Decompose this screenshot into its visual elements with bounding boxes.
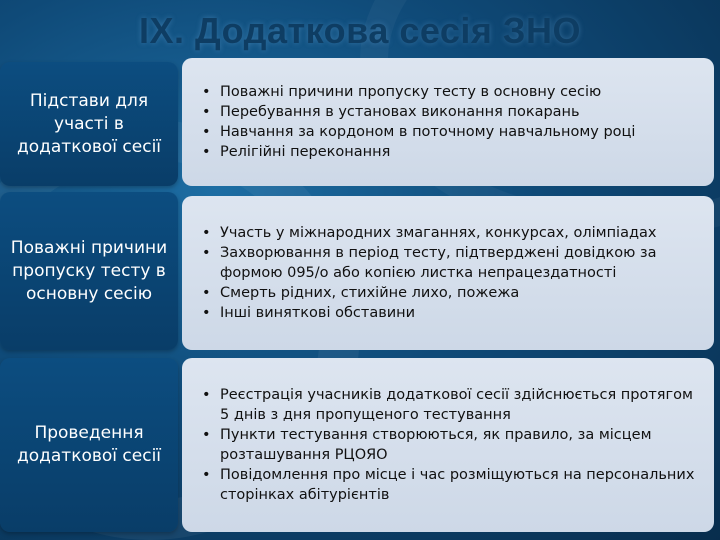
- list-item: • Смерть рідних, стихійне лихо, пожежа: [198, 283, 702, 303]
- row-label-conducting: Проведення додаткової сесії: [0, 358, 178, 532]
- list-item: • Інші виняткові обставини: [198, 303, 702, 323]
- list-item: • Релігійні переконання: [198, 142, 702, 162]
- page-title: IX. Додаткова сесія ЗНО: [139, 10, 581, 51]
- list-item: • Участь у міжнародних змаганнях, конкурсах, олімпіадах: [198, 223, 702, 243]
- list-item: • Поважні причини пропуску тесту в основну сесію: [198, 82, 702, 102]
- row-panel-valid-reasons: [182, 196, 714, 350]
- list-item: • Реєстрація учасників додаткової сесії здійснюється протягом 5 днів з дня пропущеного тестування: [198, 385, 702, 425]
- list-item: • Повідомлення про місце і час розміщуються на персональних сторінках абітурієнтів: [198, 465, 702, 505]
- bullet-list: [198, 223, 702, 323]
- bullet-list: [198, 82, 702, 162]
- bullet-list: [198, 385, 702, 505]
- list-item: • Перебування в установах виконання покарань: [198, 102, 702, 122]
- row-label-valid-reasons: Поважні причини пропуску тесту в основну сесію: [0, 192, 178, 350]
- list-item: • Захворювання в період тесту, підтверджені довідкою за формою 095/о або копією листка непрацездатності: [198, 243, 702, 283]
- row-panel-grounds: [182, 58, 714, 186]
- row-label-grounds: Підстави для участі в додаткової сесії: [0, 62, 178, 186]
- list-item: • Пункти тестування створюються, як правило, за місцем розташування РЦОЯО: [198, 425, 702, 465]
- row-panel-conducting: [182, 358, 714, 532]
- list-item: • Навчання за кордоном в поточному навчальному році: [198, 122, 702, 142]
